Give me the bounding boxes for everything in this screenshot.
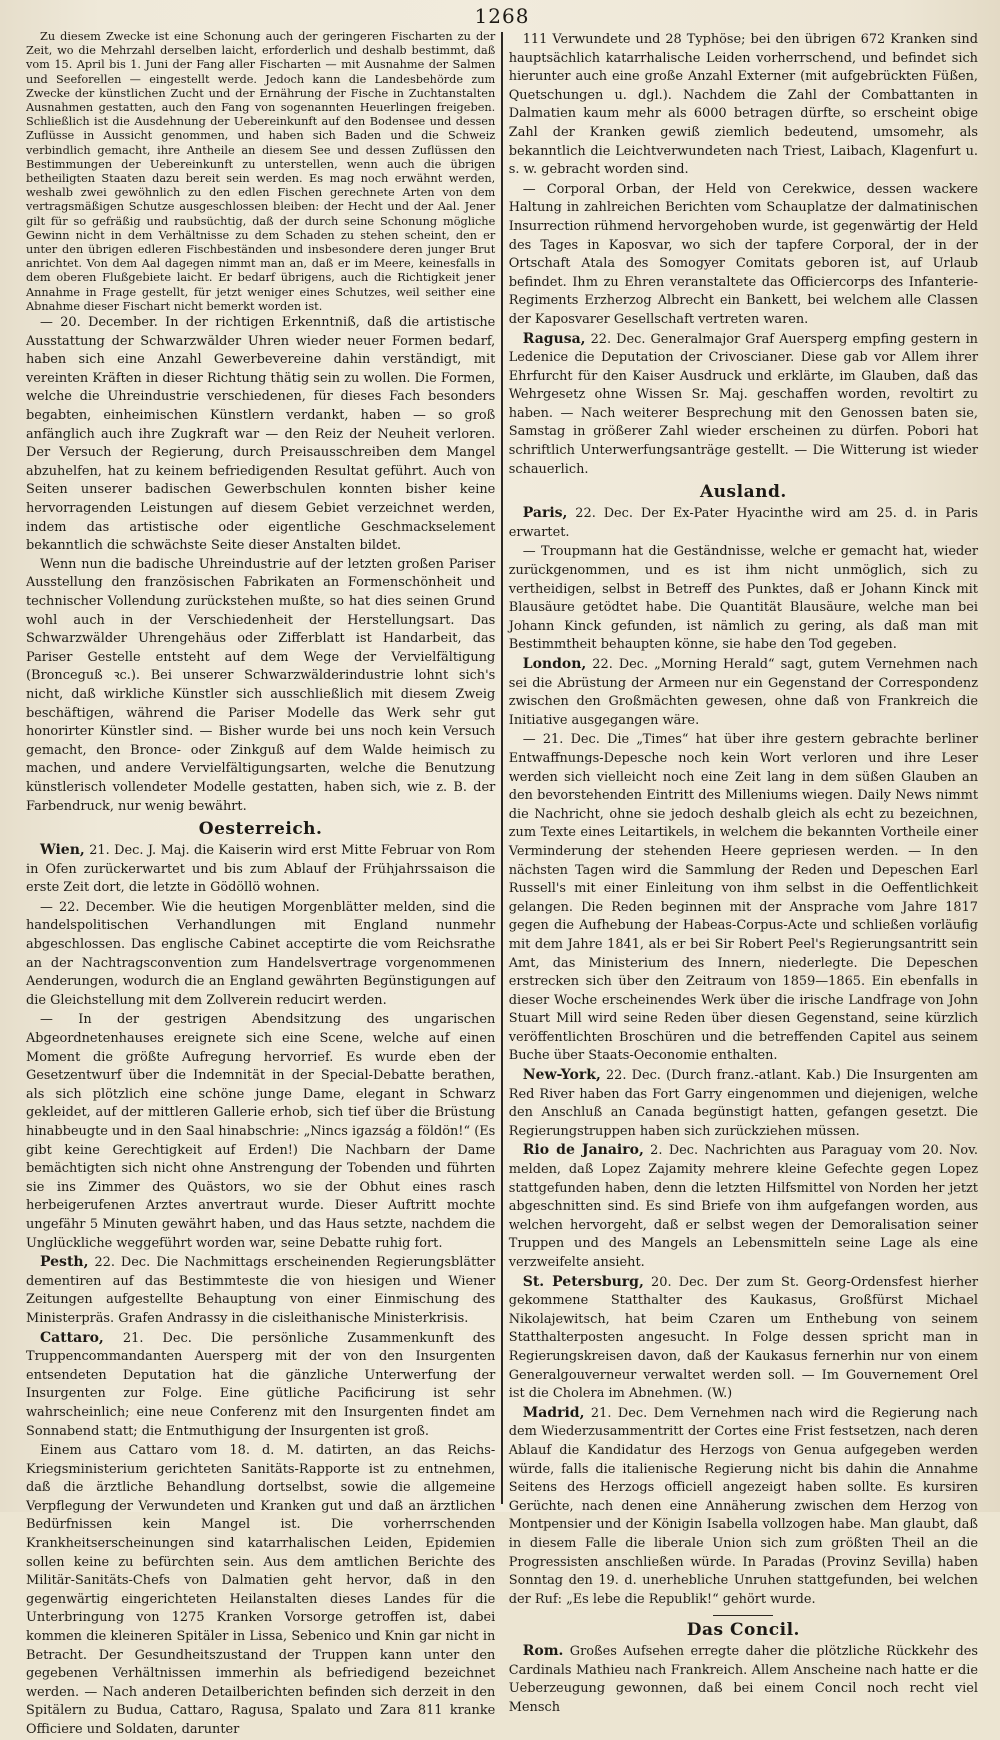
news-text: 22. Dec. (Durch franz.-atlant. Kab.) Die Insurgenten am Red River haben das Fort Garry eingenommen und diejenigen, welche den Anschluß an Canada begünstigt hatten, gefangen gesetzt. Die Regierungstruppen haben sich zurückziehen müssen.	[508, 1068, 978, 1139]
page-number: 1268	[474, 4, 530, 28]
dateline-place: Ragusa,	[522, 330, 586, 347]
news-text: Einem aus Cattaro vom 18. d. M. datirten, an das Reichs-Kriegsministerium gerichteten Sanitäts-Rapporte ist zu entnehmen, daß die ärztliche Behandlung dortselbst, sowie die allgemeine Verpflegung der Verwundeten und Kranken gut und daß an ärztlichen Bedürfnissen kein Mangel ist. Die vorherrschenden Krankheitserscheinungen sind katarrhalischen Leiden, Epidemien sollen keine zu befürchten sein. Aus dem amtlichen Berichte des Militär-Sanitäts-Chefs von Dalmatien geht hervor, daß in den gegenwärtig eingerichteten Heilanstalten dieses Landes für die Unterbringung von 1275 Kranken Vorsorge getroffen ist, dabei kommen die kleineren Spitäler in Lissa, Sebenico und Knin gar nicht in Betracht. Der Gesundheitszustand der Truppen kann unter den gegebenen Verhältnissen immerhin als befriedigend bezeichnet werden. — Nach anderen Detailberichten befinden sich derzeit in den Spitälern zu Budua, Cattaro, Ragusa, Spalato und Zara 811 kranke Officiere und Soldaten, darunter	[26, 1443, 496, 1737]
section-title-concil: Das Concil.	[686, 1620, 800, 1641]
news-text: 22. Dec. Der Ex-Pater Hyacinthe wird am 25. d. in Paris erwartet.	[508, 506, 978, 540]
dateline-place: Cattaro,	[40, 1329, 104, 1346]
news-item	[509, 542, 978, 655]
news-item	[26, 1253, 495, 1328]
news-text: — Corporal Orban, der Held von Cerekwice, dessen wackere Haltung in zahlreichen Berichten vom Schauplatze der dalmatinischen Insurrection rühmend hervorgehoben wurde, ist gegenwärtig der Held des Tages in Kaposvar, wo sich der tapfere Corporal, der in der Ortschaft Atala des Somogyer Comitats geboren ist, auf Urlaub befindet. Ihm zu Ehren veranstaltete das Officiercorps des Infanterie-Regiments Erzherzog Albrecht ein Bankett, bei welchem alle Classen der Kaposvarer Gesellschaft vertreten waren.	[508, 181, 978, 327]
section-title-austria: Oesterreich.	[198, 819, 323, 840]
news-item	[509, 1141, 978, 1272]
news-item	[26, 841, 495, 898]
news-item	[26, 1010, 495, 1253]
news-item	[26, 898, 495, 1011]
news-text: 2. Dec. Nachrichten aus Paraguay vom 20. Nov. melden, daß Lopez Zajamity mehrere kleine Gefechte gegen Lopez stattgefunden haben, denn die letzten Hilfsmittel von Norden her jetzt abgeschnitten sind. Es sind Briefe von ihm aufgefangen worden, aus welchen hervorgeht, daß er selbst wegen der Demoralisation seiner Truppen und des Mangels an Lebensmitteln seine Lage als eine verzweifelte ansieht.	[508, 1143, 978, 1270]
news-item	[26, 1441, 495, 1740]
news-text: 22. Dec. Generalmajor Graf Auersperg empfing gestern in Ledenice die Deputation der Crivoscianer. Diese gab vor Allem ihrer Ehrfurcht für den Kaiser Ausdruck und erklärte, im Glauben, daß das Wehrgesetz ohne Wissen Sr. Maj. geschaffen worden, revoltirt zu haben. — Nach weiterer Besprechung mit den Genossen baten sie, Samstag in größerer Zahl wieder erscheinen zu dürfen. Pobori hat schriftlich Unterwerfungsanträge gestellt. — Die Witterung ist wieder schauerlich.	[508, 331, 978, 477]
news-item	[509, 655, 978, 730]
news-text: 22. Dec. „Morning Herald“ sagt, gutem Vernehmen nach sei die Abrüstung der Armeen nur ein Gegenstand der Correspondenz zwischen den Großmächten gewesen, ohne daß von Frankreich die Initiative ausgegangen wäre.	[508, 657, 978, 728]
news-item	[509, 30, 978, 180]
article-paragraph: Wenn nun die badische Uhreindustrie auf der letzten großen Pariser Ausstellung den französischen Fabrikaten an Formenschönheit und technischer Vollendung zurückstehen mußte, so hat dies seinen Grund wohl auch in der Verschiedenheit der Herstellungsart. Das Schwarzwälder Uhrengehäus oder Zifferblatt ist Handarbeit, das Pariser Gestelle entsteht auf dem Wege der Vervielfältigung (Bronceguß ꝛc.). Bei unserer Schwarzwälderindustrie lohnt sich's nicht, daß wirkliche Künstler sich ausschließlich mit diesem Zweig beschäftigen, während die Pariser Modelle das Werk sehr gut honorirter Künstler sind. — Bisher wurde bei uns noch kein Versuch gemacht, den Bronce- oder Zinkguß auf dem Walde heimisch zu machen, und andere Vervielfältigungsarten, welche die Benutzung künstlerisch vollendeter Modelle gestatten, haben sich, wie z. B. der Farbendruck, nur wenig bewährt.	[26, 556, 496, 814]
left-column	[26, 30, 501, 1737]
news-text: Großes Aufsehen erregte daher die plötzliche Rückkehr des Cardinals Mathieu nach Frankreich. Allem Anscheine nach hatte er die Ueberzeugung gewonnen, daß bei einem Concil noch recht viel Mensch	[508, 1644, 978, 1716]
news-text: — 21. Dec. Die „Times“ hat über ihre gestern gebrachte berliner Entwaffnungs-Depesche noch kein Wort verloren und ihre Leser werden sich vielleicht noch eine Zeit lang in dem süßen Glauben an den bevorstehenden Eintritt des Milleniums wiegen. Daily News nimmt die Nachricht, ohne sie jedoch deshalb gleich als echt zu bezeichnen, zum Texte eines Leitartikels, in welchem die bekannten Vortheile einer Verminderung der stehenden Heere gepriesen werden. — In den nächsten Tagen wird die Sammlung der Reden und Depeschen Earl Russell's mit einer Einleitung von ihm selbst in die Oeffentlichkeit gelangen. Die Reden beginnen mit der Ansprache vom Jahre 1817 gegen die Aufhebung der Habeas-Corpus-Acte und schließen vorläufig mit dem Jahre 1841, als er bei Sir Robert Peel's Regierungsantritt sein Amt, das Ministerium des Innern, niederlegte. Die Depeschen erstrecken sich über den Zeitraum von 1859—1865. Ein ebenfalls in dieser Woche erscheinendes Werk über die irische Landfrage von John Stuart Mill wird seine Reden über diesen Gegenstand, seine kürzlich veröffentlichten Broschüren und die betreffenden Capitel aus seinem Buche über Staats-Oeconomie enthalten.	[508, 732, 978, 1064]
news-item	[26, 1329, 495, 1442]
news-item	[509, 180, 978, 330]
news-text: 111 Verwundete und 28 Typhöse; bei den übrigen 672 Kranken sind hauptsächlich katarrhalische Leiden vorherrschend, und befindet sich hierunter auch eine große Anzahl Externer (mit aufgebrückten Füßen, Quetschungen u. dgl.). Nachdem die Zahl der Combattanten in Dalmatien kaum mehr als 6000 betragen dürfte, so erscheint obige Zahl der Kranken gewiß ziemlich bedeutend, umsomehr, als bekanntlich die Leichtverwundeten nach Triest, Laibach, Klagenfurt u. s. w. gebracht worden sind.	[508, 32, 978, 178]
dateline-place: Wien,	[40, 842, 85, 859]
news-item	[509, 330, 978, 480]
news-item	[509, 1066, 978, 1141]
article-paragraph: — 20. December. In der richtigen Erkenntniß, daß die artistische Ausstattung der Schwarzwälder Uhren wieder neuer Formen bedarf, haben sich eine Anzahl Gewerbevereine dahin verständigt, mit vereinten Kräften in dieser Richtung thätig sein zu wollen. Die Formen, welche die Uhreindustrie verschiedenen, für dieses Fach besonders begabten, einheimischen Künstlern verdankt, haben — so groß anfänglich auch ihre Zugkraft war — den Reiz der Neuheit verloren. Der Versuch der Regierung, durch Preisausschreiben dem Mangel abzuhelfen, hat zu keinem befriedigenden Resultat geführt. Auch von Seiten unserer badischen Gewerbschulen konnten bisher keine hervorragenden Leistungen auf diesem Gebiet verzeichnet werden, indem das artistische oder eigentliche Geschmackselement bekanntlich die schwächste Seite dieser Anstalten bildet.	[26, 315, 496, 554]
news-item	[509, 1642, 978, 1717]
dateline-place: London,	[522, 656, 587, 672]
dateline-place: New-York,	[522, 1067, 601, 1084]
news-text: — 22. December. Wie die heutigen Morgenblätter melden, sind die handelspolitischen Verhandlungen mit England nunmehr abgeschlossen. Das englische Cabinet acceptirte die vom Reichsrathe an der Nachtragsconvention zum Handelsvertrage vorgenommenen Aenderungen, wodurch die an England gewährten Begünstigungen auf die Gleichstellung mit dem Zollverein reducirt werden.	[26, 899, 496, 1008]
left-top-block	[26, 30, 495, 314]
news-item	[509, 730, 978, 1066]
dateline-place: Madrid,	[522, 1404, 585, 1421]
dateline-place: Rio de Janairo,	[522, 1142, 644, 1159]
section-title-ausland: Ausland.	[699, 482, 787, 503]
news-item	[509, 1273, 978, 1404]
news-text: — In der gestrigen Abendsitzung des ungarischen Abgeordnetenhauses ereignete sich eine Scene, welche auf einen Moment die größte Aufregung hervorrief. Es wurde eben der Gesetzentwurf über die Indemnität in der Special-Debatte berathen, als sich plötzlich eine schöne junge Dame, elegant in Schwarz gekleidet, auf der mittleren Gallerie erhob, sich tief über die Brüstung hinabbeugte und in den Saal hinabschrie: „Nincs igazság a földön!“ (Es gibt keine Gerechtigkeit auf Erden!) Die Nachbarn der Dame bemächtigten sich nicht ohne Anstrengung der Tobenden und führten sie ins Zimmer des Quästors, wo sie der Obhut eines rasch herbeigerufenen Arztes anvertraut wurde. Dieser Auftritt mochte ungefähr 5 Minuten gewährt haben, und das Haus setzte, nachdem die Unglückliche weggeführt worden war, seine Debatte ruhig fort.	[26, 1012, 496, 1251]
right-column	[503, 30, 978, 1716]
news-item	[509, 504, 978, 542]
dateline-place: St. Petersburg,	[522, 1273, 644, 1290]
news-text: 21. Dec. Die persönliche Zusammenkunft des Truppencommandanten Auersperg mit der von den Insurgenten entsendeten Deputation hat die gänzliche Unterwerfung der Insurgenten zur Folge. Eine gütliche Pacificirung ist sehr wahrscheinlich; eine neue Conferenz mit den Insurgenten findet am Sonnabend statt; die Entmuthigung der Insurgenten ist groß.	[26, 1330, 496, 1439]
dateline-place: Rom.	[522, 1643, 564, 1660]
news-text: — Troupmann hat die Geständnisse, welche er gemacht hat, wieder zurückgenommen, und es ist ihm nicht unmöglich, sich zu vertheidigen, selbst in Betreff des Punktes, daß er Johann Kinck mit Blausäure getödtet habe. Die Quantität Blausäure, welche man bei Johann Kinck gefunden, ist nämlich zu gering, als daß man mit Bestimmtheit behaupten könne, sie habe den Tod gegeben.	[508, 544, 978, 653]
news-text: 21. Dec. J. Maj. die Kaiserin wird erst Mitte Februar von Rom in Ofen zurückerwartet und bis zum Ablauf der Frühjahrssaison die erste Zeit dort, die letzte in Gödöllö wohnen.	[26, 843, 496, 896]
dateline-place: Paris,	[522, 505, 568, 522]
news-text: 20. Dec. Der zum St. Georg-Ordensfest hierher gekommene Statthalter des Kaukasus, Großfürst Michael Nikolajewitsch, hat beim Czaren um Enthebung von seinem Statthalterposten angesucht. In Folge dessen spricht man in Regierungskreisen davon, daß der Kaukasus fernerhin nur von einem Generalgouverneur verwaltet werden soll. — Im Gouvernement Orel ist die Cholera im Abnehmen. (W.)	[508, 1274, 978, 1402]
news-text: 21. Dec. Dem Vernehmen nach wird die Regierung nach dem Wiederzusammentritt der Cortes eine Frist festsetzen, nach deren Ablauf die Kandidatur des Herzogs von Genua aufgegeben werden würde, falls die italienische Regierung nicht bis dahin die Annahme Seitens des Herzogs officiell angezeigt haben sollte. Es kursiren Gerüchte, nach denen eine Annäherung zwischen dem Herzog von Montpensier und der Königin Isabella vollzogen habe. Man glaubt, daß in diesem Falle die liberale Union sich zum größten Theil an die Progressisten anschließen würde. In Paradas (Provinz Sevilla) haben Sonntag den 19. d. unerhebliche Unruhen stattgefunden, bei welchen der Ruf: „Es lebe die Republik!“ gehört wurde.	[508, 1405, 978, 1607]
article-paragraph: Zu diesem Zwecke ist eine Schonung auch der geringeren Fischarten zu der Zeit, wo die Mehrzahl derselben laicht, erforderlich und deshalb bestimmt, daß vom 15. April bis 1. Juni der Fang aller Fischarten — mit Ausnahme der Salmen und Seeforellen — eingestellt werde. Jedoch kann die Landesbehörde zum Zwecke der künstlichen Zucht und der Ernährung der Fische in Zuchtanstalten Ausnahmen gestatten, auch den Fang von sogenannten Heuerlingen freigeben. Schließlich ist die Ausdehnung der Uebereinkunft auf den Bodensee und dessen Zuflüsse in Aussicht genommen, und haben sich Baden und die Schweiz verbindlich gemacht, ihre Antheile an diesem See und dessen Zuflüssen den Bestimmungen der Uebereinkunft zu unterstellen, wenn auch die übrigen betheiligten Staaten dazu bereit sein werden. Es mag noch erwähnt werden, weshalb zwei gewöhnlich zu den edlen Fischen gerechnete Arten von dem vertragsmäßigen Schutze ausgeschlossen bleiben: der Hecht und der Aal. Jener gilt für so gefräßig und raubsüchtig, daß der durch seine Schonung mögliche Gewinn nicht in dem Verhältnisse zu dem Schaden zu stehen scheint, den er unter den übrigen edleren Fischbeständen und insbesondere deren junger Brut anrichtet. Von dem Aal dagegen nimmt man an, daß er im Meere, keinesfalls in dem oberen Flußgebiete laicht. Er bedarf übrigens, auch die Richtigkeit jener Annahme in Frage gestellt, für jetzt weniger eines Schutzes, weil seither eine Abnahme dieser Fischart nicht bemerkt worden ist.	[26, 30, 496, 313]
news-item	[509, 1404, 978, 1610]
dateline-place: Pesth,	[40, 1254, 89, 1271]
news-text: 22. Dec. Die Nachmittags erscheinenden Regierungsblätter dementiren auf das Bestimmteste die von hiesigen und Wiener Zeitungen aufgestellte Behauptung von einer Einmischung des Ministerpräs. Grafen Andrassy in die cisleithanische Ministerkrisis.	[26, 1255, 496, 1326]
section-divider	[713, 1615, 773, 1616]
columns	[26, 30, 978, 1737]
